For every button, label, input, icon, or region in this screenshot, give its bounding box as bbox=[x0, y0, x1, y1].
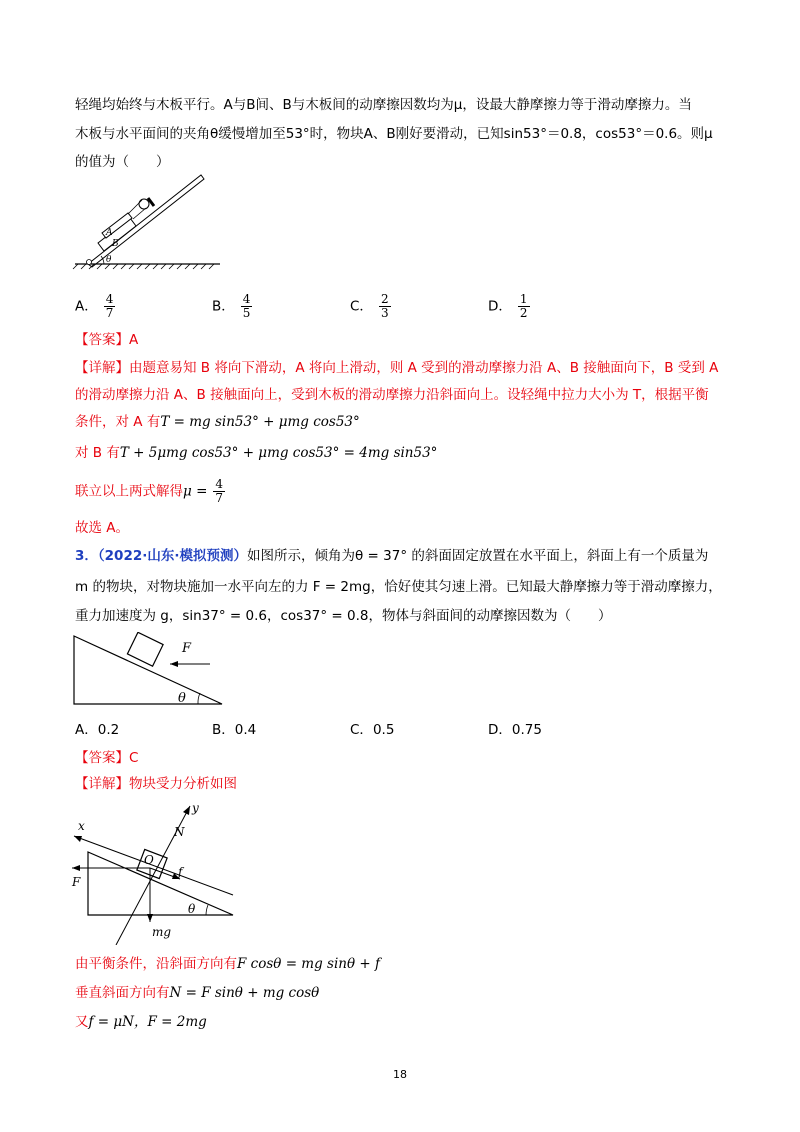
q2-detail-line-1: 【详解】由题意易知 B 将向下滑动，A 将向上滑动，则 A 受到的滑动摩擦力沿 A、B 接触面向下，B 受到 A bbox=[75, 360, 719, 376]
q2-eq1-prefix: 条件，对 A 有 bbox=[75, 414, 161, 430]
q2-eq1: T = mg sin53° + μmg cos53° bbox=[160, 414, 360, 430]
q2-detail-line-2: 的滑动摩擦力沿 A、B 接触面向上，受到木板的滑动摩擦力沿斜面向上。设轻绳中拉力大小为 T，根据平衡 bbox=[75, 387, 709, 403]
q3-line-1-text: 如图所示，倾角为θ = 37° 的斜面固定放置在水平面上，斜面上有一个质量为 bbox=[247, 548, 709, 564]
q2-eq2-prefix: 对 B 有 bbox=[75, 445, 120, 461]
q3-line-2: m 的物块，对物块施加一水平向左的力 F = 2mg，恰好使其匀速上滑。已知最大静摩擦力等于滑动摩擦力， bbox=[75, 579, 722, 595]
page-number: 18 bbox=[393, 1068, 407, 1081]
q2-option-a[interactable]: A． $\frac{4}{7}$ bbox=[75, 292, 114, 320]
q2-answer: 【答案】A bbox=[75, 332, 139, 348]
q3-option-b[interactable]: B．0.4 bbox=[212, 722, 257, 738]
q3-eq3: f = μN，F = 2mg bbox=[88, 1014, 207, 1030]
q3-incline-figure bbox=[70, 632, 230, 712]
fbd-label-big-f: F bbox=[72, 875, 81, 889]
q3-option-d[interactable]: D．0.75 bbox=[488, 722, 542, 738]
q3-label-f: F bbox=[182, 641, 192, 656]
q2-option-d[interactable]: D． $\frac{1}{2}$ bbox=[488, 292, 528, 320]
q3-detail: 【详解】物块受力分析如图 bbox=[75, 776, 237, 792]
q2-eq3-fraction: $\frac{4}{7}$ bbox=[215, 477, 224, 505]
q2-eq3-left: μ = bbox=[183, 483, 208, 500]
fbd-label-theta: θ bbox=[188, 902, 196, 916]
q3-eq3-line bbox=[75, 1012, 207, 1032]
fbd-label-y: y bbox=[192, 801, 199, 815]
q3-source: （2022·山东·模拟预测） bbox=[97, 548, 247, 564]
q3-eq2-prefix: 垂直斜面方向有 bbox=[75, 985, 170, 1001]
q3-eq1-prefix: 由平衡条件，沿斜面方向有 bbox=[75, 956, 237, 972]
q2-eq3-line bbox=[75, 478, 225, 505]
fbd-label-mg: mg bbox=[152, 925, 172, 939]
q2-label-a: A bbox=[106, 228, 113, 238]
q2-eq1-line bbox=[75, 412, 360, 432]
q3-answer: 【答案】C bbox=[75, 750, 139, 766]
q3-option-c[interactable]: C．0.5 bbox=[350, 722, 395, 738]
q3-number: 3． bbox=[75, 548, 98, 564]
q2-label-theta: θ bbox=[106, 255, 112, 265]
q3-eq2-line bbox=[75, 983, 319, 1003]
q3-eq3-prefix: 又 bbox=[75, 1014, 89, 1030]
q2-text-line-3: 的值为（ ） bbox=[75, 154, 170, 170]
fbd-label-o: O bbox=[144, 853, 154, 867]
q2-text-line-2: 木板与水平面间的夹角θ缓慢增加至53°时，物块A、B刚好要滑动，已知sin53°＝0.8，cos53°＝0.6。则μ bbox=[75, 126, 713, 142]
fbd-label-n: N bbox=[174, 825, 185, 839]
q2-option-c[interactable]: C． $\frac{2}{3}$ bbox=[350, 292, 389, 320]
q3-line-3: 重力加速度为 g，sin37° = 0.6，cos37° = 0.8，物体与斜面间的动摩擦因数为（ ） bbox=[75, 608, 612, 624]
q2-label-b: B bbox=[112, 239, 119, 249]
fbd-label-x: x bbox=[78, 819, 85, 833]
q2-eq2-line bbox=[75, 443, 437, 463]
q3-free-body-diagram bbox=[68, 800, 248, 945]
q2-eq3-prefix: 联立以上两式解得 bbox=[75, 483, 183, 500]
fbd-label-f: f bbox=[178, 865, 183, 879]
q3-option-a[interactable]: A．0.2 bbox=[75, 722, 120, 738]
q2-eq2: T + 5μmg cos53° + μmg cos53° = 4mg sin53° bbox=[119, 445, 438, 461]
q3-label-theta: θ bbox=[178, 691, 186, 706]
q3-eq2: N = F sinθ + mg cosθ bbox=[169, 985, 320, 1001]
q2-option-b[interactable]: B． $\frac{4}{5}$ bbox=[212, 292, 251, 320]
q2-conclusion: 故选 A。 bbox=[75, 520, 130, 536]
q3-eq1-line bbox=[75, 954, 380, 974]
q3-line-1 bbox=[75, 546, 708, 566]
q2-text-line-1: 轻绳均始终与木板平行。A与B间、B与木板间的动摩擦因数均为μ，设最大静摩擦力等于滑动摩擦力。当 bbox=[75, 97, 692, 113]
q3-eq1: F cosθ = mg sinθ + f bbox=[237, 956, 380, 972]
q2-incline-figure bbox=[70, 170, 230, 270]
